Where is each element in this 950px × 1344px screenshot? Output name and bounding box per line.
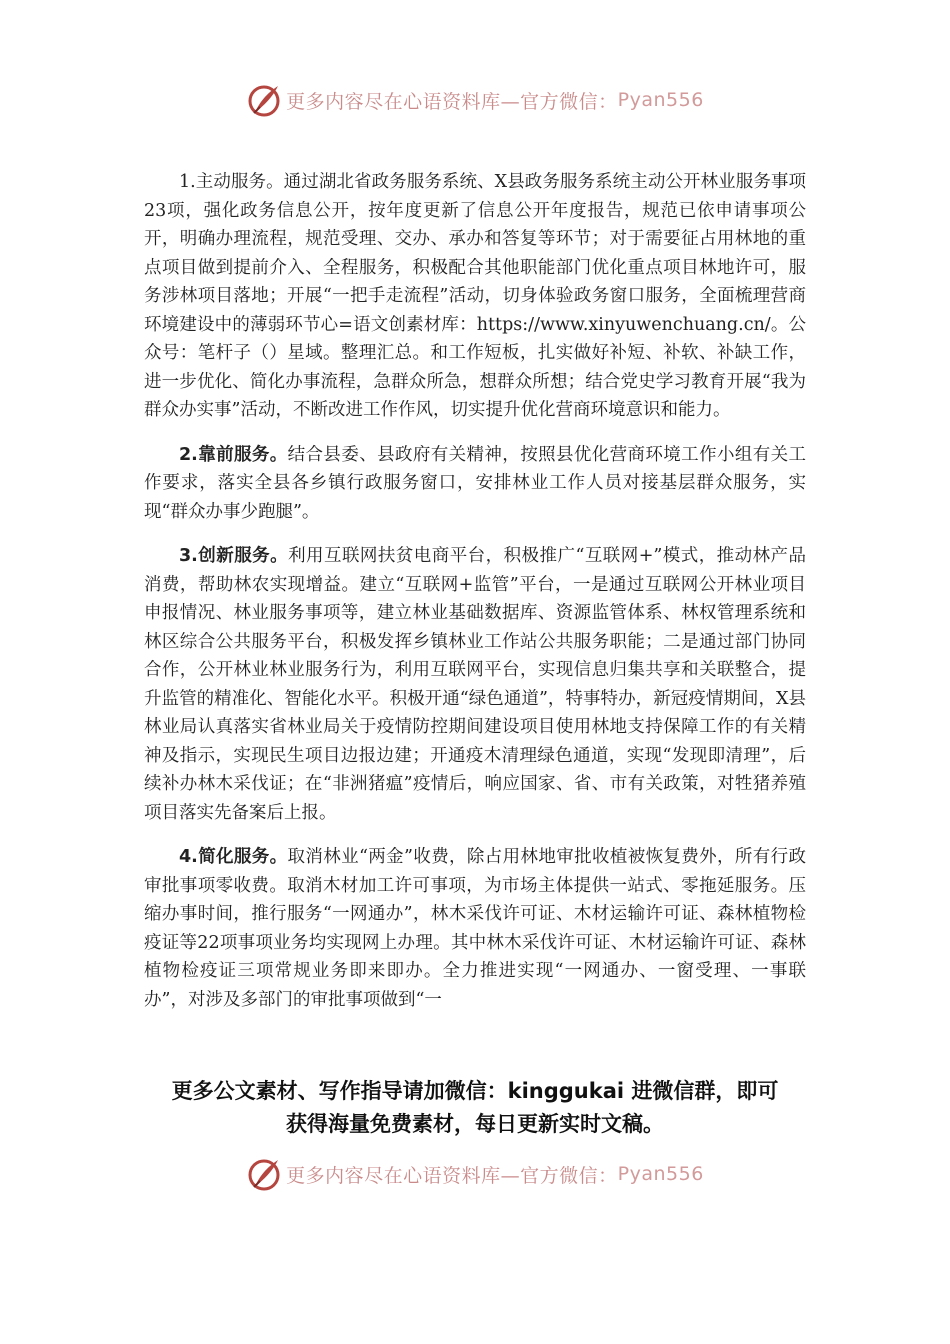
promo-line-1: 更多公文素材、写作指导请加微信：kinggukai 进微信群，即可 [171,1079,779,1103]
paragraph-1 [144,168,806,425]
paragraph-text: 取消林业“两金”收费，除占用林地审批收植被恢复费外，所有行政审批事项零收费。取消木材加工许可事项，为市场主体提供一站式、零拖延服务。压缩办事时间，推行服务“一网通办”，林木采伐许可证、木材运输许可证、森林植物检疫证等22项事项业务均实现网上办理。其中林木采伐许可证、木材运输许可证、森林植物检疫证三项常规业务即来即办。全力推进实现“一网通办、一窗受理、一事联办”，对涉及多部门的审批事项做到“一 [144,847,806,1010]
document-body [144,168,806,1030]
paragraph-text: 利用互联网扶贫电商平台，积极推广“互联网+”模式，推动林产品消费，帮助林农实现增益。建立“互联网+监管”平台，一是通过互联网公开林业项目申报情况、林业服务事项等，建立林业基础数据库、资源监管体系、林权管理系统和林区综合公共服务平台，积极发挥乡镇林业工作站公共服务职能；二是通过部门协同合作，公开林业林业服务行为，利用互联网平台，实现信息归集共享和关联整合，提升监管的精准化、智能化水平。积极开通“绿色通道”，特事特办，新冠疫情期间，X县林业局认真落实省林业局关于疫情防控期间建设项目使用林地支持保障工作的有关精神及指示，实现民生项目边报边建；开通疫木清理绿色通道，实现“发现即清理”，后续补办林木采伐证；在“非洲猪瘟”疫情后，响应国家、省、市有关政策，对牲猪养殖项目落实先备案后上报。 [144,546,807,823]
paragraph-text: 结合县委、县政府有关精神，按照县优化营商环境工作小组有关工作要求，落实全县各乡镇行政服务窗口，安排林业工作人员对接基层群众服务，实现“群众办事少跑腿”。 [144,444,807,522]
footer-banner [0,1154,950,1194]
promo-line-2: 获得海量免费素材，每日更新实时文稿。 [286,1112,664,1136]
paragraph-heading: 3.创新服务。 [179,546,289,566]
banner-wechat-id: Pyan556 [617,1163,704,1185]
paragraph-heading: 4.简化服务。 [179,847,288,867]
paragraph-2 [144,441,806,527]
paragraph-3 [144,542,806,827]
quill-logo-icon [246,82,282,118]
banner-title: 更多内容尽在心语资料库—官方微信： [286,1164,618,1187]
paragraph-text: 1.主动服务。通过湖北省政务服务系统、X县政务服务系统主动公开林业服务事项23项，强化政务信息公开，按年度更新了信息公开年度报告，规范已依申请事项公开，明确办理流程，规范受理、交办、承办和答复等环节；对于需要征占用林地的重点项目做到提前介入、全程服务，积极配合其他职能部门优化重点项目林地许可，服务涉林项目落地；开展“一把手走流程”活动，切身体验政务窗口服务，全面梳理营商环境建设中的薄弱环节心=语文创素材库：https://www.xinyuwenchuang.cn/。公众号：笔杆子（）星域。整理汇总。和工作短板，扎实做好补短、补软、补缺工作，进一步优化、简化办事流程，急群众所急，想群众所想；结合党史学习教育开展“我为群众办实事”活动，不断改进工作作风，切实提升优化营商环境意识和能力。 [144,172,806,420]
promo-callout [100,1075,850,1141]
paragraph-heading: 2.靠前服务。 [179,444,288,465]
banner-title: 更多内容尽在心语资料库—官方微信： [286,90,618,113]
quill-logo-icon [246,1156,282,1192]
banner-wechat-id: Pyan556 [617,89,704,111]
paragraph-4 [144,843,806,1014]
header-banner [0,80,950,120]
